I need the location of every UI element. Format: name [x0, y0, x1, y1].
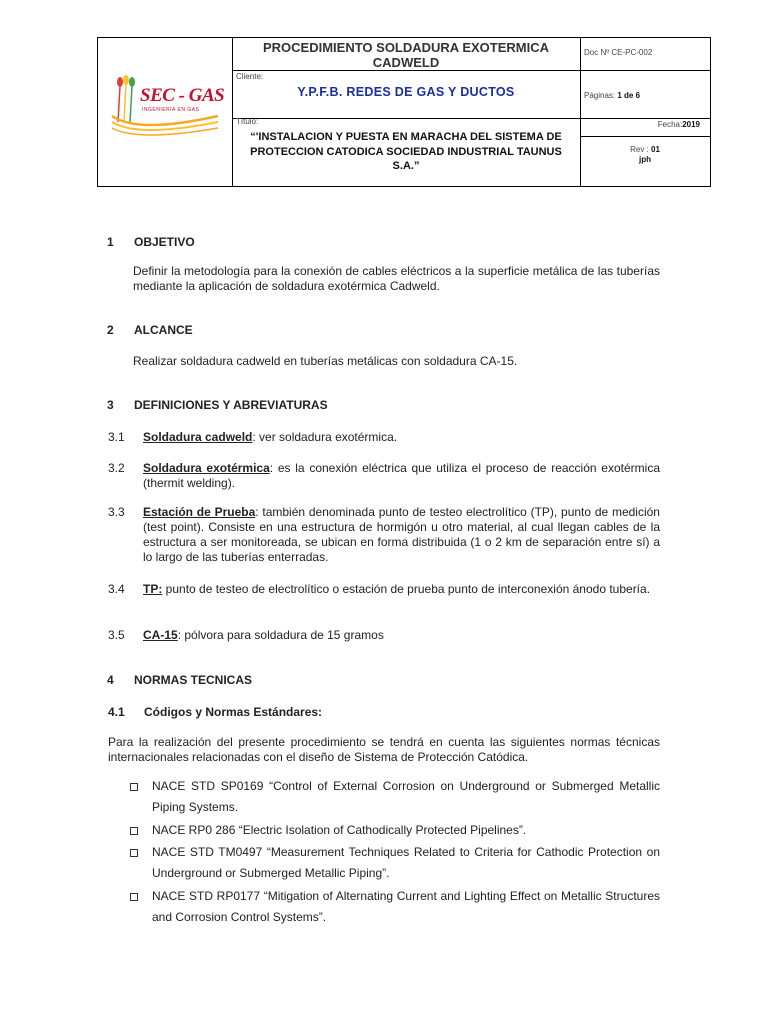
client-value: Y.P.F.B. REDES DE GAS Y DUCTOS [297, 85, 515, 99]
client-cell [232, 70, 580, 118]
section-title: DEFINICIONES Y ABREVIATURAS [134, 398, 328, 412]
list-item-text: NACE STD SP0169 “Control of External Corrosion on Underground or Submerged Metallic Piping Systems. [152, 779, 660, 814]
square-bullet-icon [130, 783, 138, 791]
logo-subtitle: INGENIERIA EN GAS [142, 107, 200, 113]
square-bullet-icon [130, 827, 138, 835]
subsection-title: Códigos y Normas Estándares: [144, 705, 323, 719]
definition-term: CA-15 [143, 628, 178, 642]
list-item-text: NACE STD RP0177 “Mitigation of Alternating Current and Lighting Effect on Metallic Structures and Corrosion Control Systems”. [152, 889, 660, 924]
definition-text: : también denominada punto de testeo electrolítico (TP), punto de medición (test point). Consiste en una estructura de hormigón u otro material, al cual llegan cables de la estructura a ser monitoreada, se ubican en forma distribuida (1 o 2 km de separación entre sí) a lo largo de las tuberías enterradas. [143, 505, 660, 564]
section-title: ALCANCE [134, 323, 193, 337]
section-number: 3 [107, 398, 114, 412]
title-label: Título: [236, 117, 259, 126]
document-title: “'INSTALACION Y PUESTA EN MARACHA DEL SISTEMA DE PROTECCION CATODICA SOCIEDAD INDUSTRIAL TAUNUS S.A.” [250, 131, 562, 172]
date-label: Fecha: [657, 120, 683, 129]
list-item-text: NACE STD TM0497 “Measurement Techniques Related to Criteria for Cathodic Protection on Underground or Submerged Metallic Piping”. [152, 845, 660, 880]
section-title: NORMAS TECNICAS [134, 673, 253, 687]
document-header-table [97, 37, 711, 187]
definition-term: Soldadura exotérmica [143, 461, 270, 475]
subsection-heading [108, 705, 323, 720]
revision-cell [580, 136, 710, 186]
definition-number: 3.5 [108, 628, 125, 642]
date-value: 2019 [682, 120, 700, 129]
title-cell [232, 118, 580, 186]
standards-intro: Para la realización del presente procedimiento se tendrá en cuenta las siguientes normas técnicas internacionales relacionadas con el diseño de Sistema de Protección Catódica. [108, 735, 660, 764]
definition-text: : ver soldadura exotérmica. [252, 430, 398, 444]
square-bullet-icon [130, 849, 138, 857]
definition-number: 3.2 [108, 461, 125, 475]
definition-term: Soldadura cadweld [143, 430, 253, 444]
definition-number: 3.3 [108, 505, 125, 519]
section-number: 1 [107, 235, 114, 249]
company-logo [98, 38, 232, 186]
revision-label: Rev : [630, 145, 649, 154]
section-number: 4 [107, 673, 114, 687]
doc-number: Doc Nº CE-PC-002 [584, 48, 653, 57]
revision-initials: jph [639, 155, 651, 164]
pages-value: 1 de 6 [617, 91, 641, 100]
objective-paragraph: Definir la metodología para la conexión de cables eléctricos a la superficie metálica de las tuberías mediante la aplicación de soldadura exotérmica Cadweld. [133, 264, 660, 293]
revision-value: 01 [651, 145, 660, 154]
definition-text: punto de testeo de electrolítico o estación de prueba punto de interconexión ánodo tubería. [162, 582, 651, 596]
square-bullet-icon [130, 893, 138, 901]
list-item-text: NACE RP0 286 “Electric Isolation of Cathodically Protected Pipelines”. [152, 823, 527, 837]
date-cell [580, 118, 710, 136]
definition-body [143, 628, 660, 643]
section-title: OBJETIVO [134, 235, 195, 249]
definition-body [143, 430, 660, 445]
client-label: Cliente: [236, 72, 264, 81]
definition-body [143, 461, 660, 491]
definition-term: Estación de Prueba [143, 505, 256, 519]
definition-number: 3.1 [108, 430, 125, 444]
definition-body [143, 582, 660, 597]
pages-label: Páginas: [584, 91, 616, 100]
definition-text: : es la conexión eléctrica que utiliza el proceso de reacción exotérmica (thermit welding). [143, 461, 660, 490]
definition-number: 3.4 [108, 582, 125, 596]
definition-term: TP: [143, 582, 163, 596]
scope-paragraph: Realizar soldadura cadweld en tuberías metálicas con soldadura CA-15. [133, 354, 518, 368]
definition-body [143, 505, 660, 565]
subsection-number: 4.1 [108, 705, 125, 719]
procedure-title: PROCEDIMIENTO SOLDADURA EXOTERMICA CADWELD [262, 40, 549, 70]
section-number: 2 [107, 323, 114, 337]
logo-text: SEC - GAS [140, 85, 225, 106]
pages-cell [580, 70, 710, 118]
definition-text: : pólvora para soldadura de 15 gramos [177, 628, 384, 642]
